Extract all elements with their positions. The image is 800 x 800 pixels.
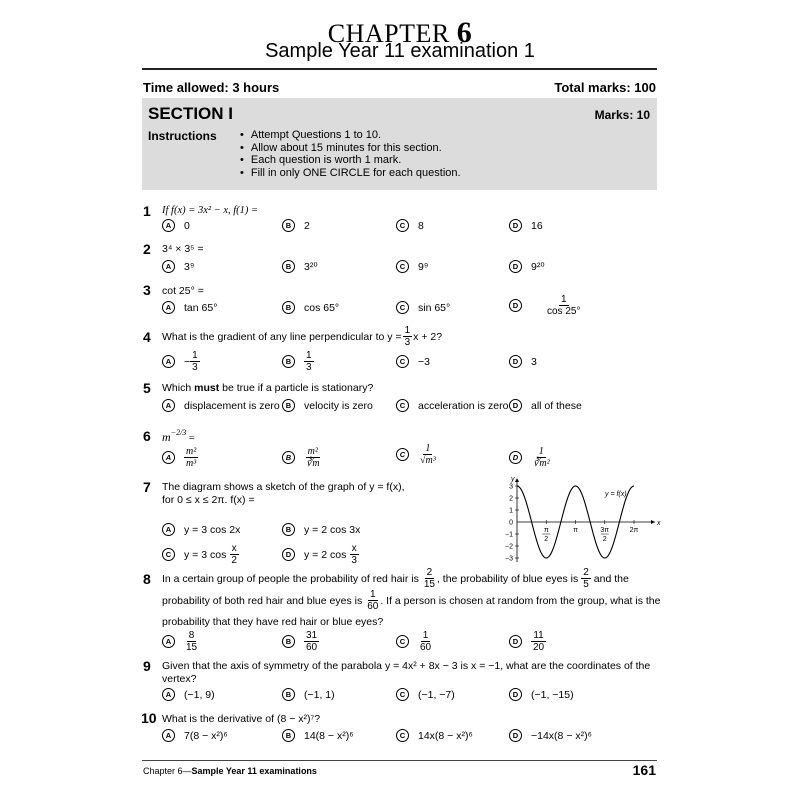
option-d[interactable] bbox=[282, 543, 359, 566]
fraction-denominator: m³ bbox=[186, 458, 197, 469]
option-text: y = 2 cos bbox=[304, 548, 347, 561]
equals-sign: = bbox=[188, 433, 195, 444]
option-circle[interactable]: B bbox=[282, 301, 295, 314]
power-exponent: −2/3 bbox=[170, 428, 187, 437]
option-circle[interactable]: B bbox=[282, 355, 295, 368]
fraction-denominator: ∛m bbox=[306, 458, 320, 469]
option-text: cos 65° bbox=[304, 301, 340, 314]
fraction-numerator: 1 bbox=[306, 350, 312, 361]
option-text: 9⁹ bbox=[418, 260, 429, 273]
option-text: y = 3 cos bbox=[184, 548, 227, 561]
option-text: tan 65° bbox=[184, 301, 218, 314]
question-text: The diagram shows a sketch of the graph of y = f(x), bbox=[162, 481, 405, 493]
y-tick-label: 2 bbox=[509, 495, 513, 503]
option-circle[interactable]: B bbox=[282, 635, 295, 648]
option-text: −14x(8 − x²)⁶ bbox=[531, 729, 592, 742]
section-marks: Marks: 10 bbox=[594, 108, 650, 122]
chapter-number: 6 bbox=[456, 16, 473, 49]
question-text bbox=[162, 382, 373, 394]
cosine-graph bbox=[495, 474, 660, 566]
fraction-denominator: 20 bbox=[533, 642, 545, 653]
question-text: for 0 ≤ x ≤ 2π. f(x) = bbox=[162, 494, 255, 506]
question-text: What is the derivative of (8 − x²)⁷? bbox=[162, 713, 321, 725]
option-d[interactable] bbox=[509, 688, 574, 701]
option-text: 8 bbox=[418, 219, 424, 232]
question-text bbox=[162, 424, 195, 444]
option-text: (−1, −15) bbox=[531, 688, 574, 701]
fraction-numerator: 8 bbox=[188, 630, 195, 641]
option-circle[interactable]: C bbox=[396, 448, 409, 461]
fraction-numerator: 11 bbox=[533, 630, 544, 641]
option-d[interactable] bbox=[509, 219, 543, 232]
option-text: (−1, −7) bbox=[418, 688, 455, 701]
option-text: −3 bbox=[418, 355, 430, 368]
option-text: sin 65° bbox=[418, 301, 451, 314]
fraction-denominator: 3 bbox=[306, 362, 312, 373]
fraction-numerator: 1 bbox=[538, 446, 544, 457]
question-text: probability that they have red hair or blue eyes? bbox=[162, 616, 384, 628]
question-number: 7 bbox=[143, 479, 151, 495]
x-tick-label-den: 2 bbox=[544, 536, 549, 543]
fraction-denominator: 3 bbox=[192, 362, 198, 373]
x-axis-label: x bbox=[657, 520, 661, 527]
question-number: 2 bbox=[143, 241, 151, 257]
option-c[interactable] bbox=[396, 443, 438, 466]
instruction-item: • Each question is worth 1 mark. bbox=[240, 154, 461, 167]
option-text: all of these bbox=[531, 399, 582, 412]
question-text bbox=[162, 325, 442, 348]
instruction-item: • Attempt Questions 1 to 10. bbox=[240, 129, 461, 142]
fraction-numerator: 1 bbox=[425, 443, 431, 454]
page-title: Sample Year 11 examination 1 bbox=[265, 40, 535, 62]
fraction-denominator: 2 bbox=[231, 555, 237, 566]
x-tick-label-den: 2 bbox=[602, 536, 607, 543]
option-circle[interactable]: C bbox=[396, 260, 409, 273]
option-a[interactable] bbox=[162, 399, 280, 412]
option-circle[interactable]: B bbox=[282, 688, 295, 701]
option-b[interactable] bbox=[282, 301, 339, 314]
option-circle[interactable]: C bbox=[396, 688, 409, 701]
option-circle[interactable]: C bbox=[396, 399, 409, 412]
option-d[interactable] bbox=[509, 399, 582, 412]
option-b[interactable] bbox=[282, 219, 310, 232]
question-text-part: . If a person is chosen at random from the group, what is the bbox=[380, 594, 661, 607]
x-tick-label: π bbox=[573, 527, 578, 534]
fraction-denominator: ∛m² bbox=[533, 458, 550, 469]
instruction-item: • Allow about 15 minutes for this section. bbox=[240, 142, 461, 155]
fraction-denominator: 5 bbox=[583, 579, 589, 590]
fraction-numerator: 2 bbox=[426, 567, 433, 578]
x-tick-label-num: π bbox=[543, 527, 549, 534]
footer-title: Sample Year 11 examinations bbox=[191, 766, 317, 776]
option-b[interactable] bbox=[282, 260, 318, 273]
question-text-part: , the probability of blue eyes is bbox=[436, 572, 579, 585]
x-tick-label-num: 3π bbox=[600, 527, 610, 534]
option-b[interactable] bbox=[282, 688, 335, 701]
option-circle[interactable]: C bbox=[162, 548, 175, 561]
option-a[interactable] bbox=[162, 446, 198, 469]
option-text: 14x(8 − x²)⁶ bbox=[418, 729, 473, 742]
option-circle[interactable]: D bbox=[509, 355, 522, 368]
option-circle[interactable]: C bbox=[396, 219, 409, 232]
fraction-numerator: 1 bbox=[370, 589, 376, 600]
option-c[interactable] bbox=[396, 688, 455, 701]
option-a[interactable] bbox=[162, 729, 228, 742]
question-text-part: What is the gradient of any line perpendicular to y = bbox=[162, 330, 402, 343]
option-text: 14(8 − x²)⁶ bbox=[304, 729, 354, 742]
question-number: 9 bbox=[143, 658, 151, 674]
option-circle[interactable]: D bbox=[282, 548, 295, 561]
question-number: 4 bbox=[143, 329, 151, 345]
fraction-denominator: 60 bbox=[367, 601, 379, 612]
fraction-denominator: 15 bbox=[186, 642, 198, 653]
question-text bbox=[162, 589, 661, 612]
option-text: y = 2 cos 3x bbox=[304, 523, 361, 536]
option-sign: − bbox=[184, 355, 191, 368]
option-text: 9²⁰ bbox=[531, 260, 545, 273]
option-circle[interactable]: A bbox=[162, 635, 175, 648]
y-axis-arrow bbox=[515, 478, 519, 482]
section-title: SECTION I bbox=[148, 104, 234, 123]
option-d[interactable] bbox=[509, 729, 592, 742]
option-text: 16 bbox=[531, 219, 543, 232]
option-c[interactable] bbox=[396, 630, 433, 653]
option-circle[interactable]: A bbox=[162, 399, 175, 412]
option-a[interactable] bbox=[162, 260, 194, 273]
x-axis-arrow bbox=[651, 520, 655, 524]
fraction-numerator: 2 bbox=[583, 567, 589, 578]
x-tick-label: 2π bbox=[629, 527, 639, 534]
footer-text bbox=[143, 766, 317, 776]
question-text: cot 25° = bbox=[162, 285, 204, 297]
option-b[interactable] bbox=[282, 350, 314, 373]
fraction-denominator: 60 bbox=[420, 642, 432, 653]
instructions-list bbox=[240, 129, 461, 179]
option-text: 0 bbox=[184, 219, 190, 232]
fraction-numerator: x bbox=[351, 543, 357, 554]
option-d[interactable] bbox=[509, 630, 546, 653]
option-a[interactable] bbox=[162, 219, 190, 232]
option-c[interactable] bbox=[396, 729, 473, 742]
question-text-part: and the bbox=[593, 572, 629, 585]
option-b[interactable] bbox=[282, 446, 322, 469]
option-text: acceleration is zero bbox=[418, 399, 509, 412]
option-c[interactable] bbox=[396, 355, 430, 368]
fraction-numerator: 1 bbox=[560, 294, 567, 305]
y-tick-label: 1 bbox=[509, 507, 513, 515]
instruction-item: • Fill in only ONE CIRCLE for each question. bbox=[240, 167, 461, 180]
option-text: 3 bbox=[531, 355, 537, 368]
footer-chapter: Chapter 6— bbox=[143, 766, 192, 776]
option-text: 3²⁰ bbox=[304, 260, 318, 273]
option-b[interactable] bbox=[282, 729, 354, 742]
option-text: displacement is zero bbox=[184, 399, 280, 412]
option-text: 2 bbox=[304, 219, 310, 232]
option-circle[interactable]: D bbox=[509, 299, 522, 312]
question-text: Given that the axis of symmetry of the parabola y = 4x² + 8x − 3 is x = −1, what are the coordinates of the bbox=[162, 660, 651, 672]
question-text: 3⁴ × 3⁵ = bbox=[162, 243, 204, 255]
fraction-denominator: √m³ bbox=[420, 455, 436, 466]
option-d[interactable] bbox=[509, 294, 582, 317]
question-emphasis: must bbox=[194, 382, 220, 394]
option-circle[interactable]: A bbox=[162, 301, 175, 314]
option-circle[interactable]: C bbox=[396, 301, 409, 314]
option-circle[interactable]: A bbox=[162, 523, 175, 536]
option-circle[interactable]: A bbox=[162, 260, 175, 273]
chapter-word: CHAPTER bbox=[327, 19, 450, 48]
option-circle[interactable]: A bbox=[162, 355, 175, 368]
question-number: 3 bbox=[143, 282, 151, 298]
total-marks: Total marks: 100 bbox=[554, 80, 656, 95]
fraction-numerator: 31 bbox=[306, 630, 318, 641]
time-allowed: Time allowed: 3 hours bbox=[143, 80, 280, 95]
footer-rule bbox=[142, 760, 657, 761]
option-circle[interactable]: A bbox=[162, 219, 175, 232]
option-c[interactable] bbox=[396, 260, 428, 273]
option-circle[interactable]: D bbox=[509, 219, 522, 232]
option-c[interactable] bbox=[396, 399, 508, 412]
option-text: velocity is zero bbox=[304, 399, 373, 412]
fraction-denominator: 15 bbox=[423, 579, 435, 590]
option-circle[interactable]: D bbox=[509, 399, 522, 412]
question-number: 6 bbox=[143, 428, 151, 444]
fraction-denominator: cos 25° bbox=[547, 306, 581, 317]
fraction-denominator: 3 bbox=[404, 337, 411, 348]
option-circle[interactable]: C bbox=[396, 355, 409, 368]
question-number: 5 bbox=[143, 380, 151, 396]
fraction-numerator: x bbox=[231, 543, 237, 554]
option-circle[interactable]: B bbox=[282, 399, 295, 412]
option-d[interactable] bbox=[509, 260, 545, 273]
option-text: y = 3 cos 2x bbox=[184, 523, 241, 536]
option-circle[interactable]: D bbox=[509, 635, 522, 648]
option-b[interactable] bbox=[282, 523, 360, 536]
option-circle[interactable]: A bbox=[162, 451, 175, 464]
option-a[interactable] bbox=[162, 301, 217, 314]
question-text-part: In a certain group of people the probability of red hair is bbox=[162, 572, 419, 585]
y-tick-label: 0 bbox=[509, 519, 513, 527]
option-circle[interactable]: A bbox=[162, 729, 175, 742]
option-circle[interactable]: B bbox=[282, 523, 295, 536]
fraction-numerator: 1 bbox=[192, 350, 198, 361]
question-text-part: probability of both red hair and blue eyes is bbox=[162, 594, 363, 607]
question-number: 8 bbox=[143, 571, 151, 587]
option-text: 7(8 − x²)⁶ bbox=[184, 729, 228, 742]
option-circle[interactable]: B bbox=[282, 219, 295, 232]
option-c[interactable] bbox=[162, 543, 239, 566]
instructions-label: Instructions bbox=[148, 129, 217, 143]
option-a[interactable] bbox=[162, 350, 200, 373]
option-d[interactable] bbox=[509, 355, 537, 368]
y-tick-label: −2 bbox=[505, 543, 513, 551]
y-tick-label: −3 bbox=[505, 555, 513, 563]
option-circle[interactable]: C bbox=[396, 729, 409, 742]
question-text-part: be true if a particle is stationary? bbox=[222, 382, 374, 394]
y-tick-label: −1 bbox=[505, 531, 513, 539]
option-circle[interactable]: D bbox=[509, 260, 522, 273]
fraction-numerator: 1 bbox=[422, 630, 429, 641]
option-a[interactable] bbox=[162, 630, 199, 653]
y-tick-label: 3 bbox=[509, 483, 513, 491]
option-a[interactable] bbox=[162, 688, 215, 701]
option-circle[interactable]: B bbox=[282, 260, 295, 273]
question-text-part: Which bbox=[162, 382, 192, 394]
option-b[interactable] bbox=[282, 630, 319, 653]
y-axis-label: y bbox=[511, 476, 515, 483]
option-text: (−1, 1) bbox=[304, 688, 335, 701]
option-text: (−1, 9) bbox=[184, 688, 215, 701]
option-c[interactable] bbox=[396, 301, 450, 314]
option-c[interactable] bbox=[396, 219, 424, 232]
question-text bbox=[162, 567, 629, 590]
option-circle[interactable]: B bbox=[282, 451, 295, 464]
fraction-numerator: m² bbox=[186, 446, 197, 457]
question-text-part: x + 2? bbox=[413, 330, 443, 343]
fraction-denominator: 3 bbox=[351, 555, 357, 566]
question-number: 10 bbox=[141, 710, 157, 726]
fraction-numerator: m² bbox=[307, 446, 318, 457]
title-rule bbox=[142, 68, 657, 70]
question-text: vertex? bbox=[162, 673, 197, 685]
question-number: 1 bbox=[143, 203, 151, 219]
option-text: 3⁹ bbox=[184, 260, 195, 273]
fraction-denominator: 60 bbox=[306, 642, 318, 653]
option-circle[interactable]: C bbox=[396, 635, 409, 648]
option-a[interactable] bbox=[162, 523, 240, 536]
option-circle[interactable]: D bbox=[509, 688, 522, 701]
page-number: 161 bbox=[632, 762, 656, 778]
curve-label: y = f(x) bbox=[605, 491, 627, 498]
question-text: If f(x) = 3x² − x, f(1) = bbox=[162, 205, 259, 216]
option-circle[interactable]: D bbox=[509, 729, 522, 742]
option-d[interactable] bbox=[509, 446, 552, 469]
option-circle[interactable]: D bbox=[509, 451, 522, 464]
option-circle[interactable]: A bbox=[162, 688, 175, 701]
power-base: m bbox=[162, 430, 171, 444]
option-circle[interactable]: B bbox=[282, 729, 295, 742]
option-b[interactable] bbox=[282, 399, 373, 412]
fraction-numerator: 1 bbox=[404, 325, 411, 336]
